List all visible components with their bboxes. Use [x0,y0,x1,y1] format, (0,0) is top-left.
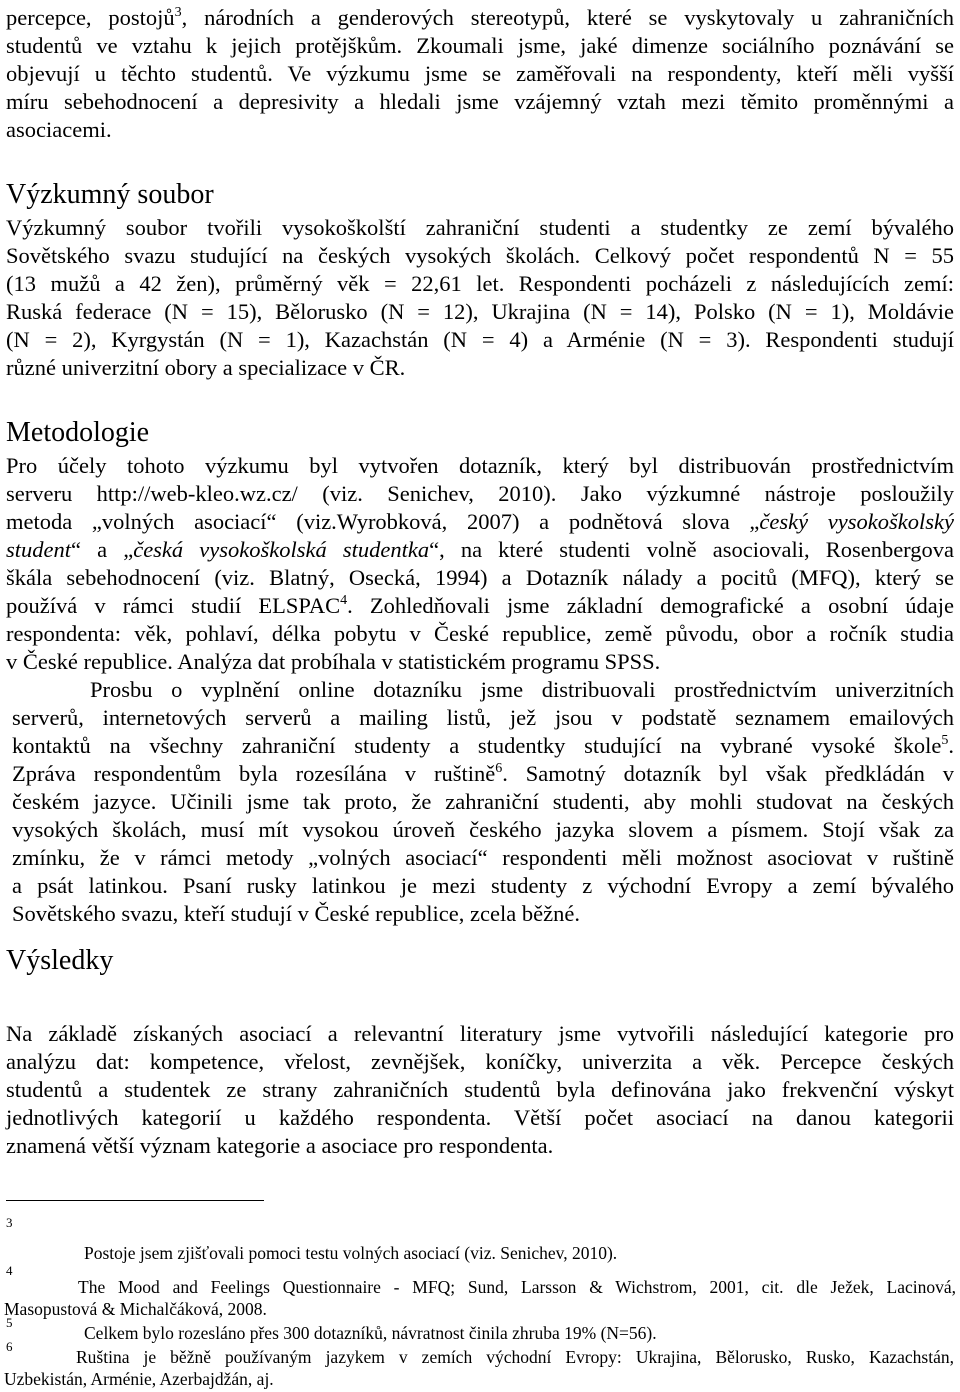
footnote-line [4,1298,954,1320]
body-text: a psát latinkou. Psaní rusky latinkou je mezi studenty z východní Evropy a zemí bývalého [12,873,954,898]
footnote-ref: 4 [340,593,348,608]
body-line [6,116,954,144]
body-text: serverů, internetových serverů a mailing listů, jež jsou v podstatě seznamem emailových [12,705,954,730]
body-line [12,704,954,732]
body-line [12,788,954,816]
body-line [6,60,954,88]
footnote-line [84,1242,954,1264]
body-line [6,270,954,298]
body-text: Na základě získaných asociací a relevantní literatury jsme vytvořili následující kategorie pro [6,1021,954,1046]
body-line [12,872,954,900]
footnote-text: Celkem bylo rozesláno přes 300 dotazníků, návratnost činila zhruba 19% (N=56). [84,1323,657,1343]
footnote-ref: 6 [495,761,503,776]
body-text: škála sebehodnocení (viz. Blatný, Osecká, 1994) a Dotazník nálady a pocitů (MFQ), který se [6,565,954,590]
section-heading: Výsledky [6,945,114,976]
body-line [90,676,954,704]
body-line [6,592,954,620]
section-heading: Výzkumný soubor [6,179,214,210]
body-text: studentů ve vztahu k jejich protějškům. Zkoumali jsme, jaké dimenze sociálního poznávání se [6,33,954,58]
footnote-number: 4 [6,1263,13,1278]
body-text: různé univerzitní obory a specializace v ČR. [6,355,406,380]
body-text: míru sebehodnocení a depresivity a hledali jsme vzájemný vztah mezi těmito proměnnými a [6,89,954,114]
body-text: Pro účely tohoto výzkumu byl vytvořen dotazník, který byl distribuován prostřednictvím [6,453,954,478]
footnote-ref: 5 [941,733,949,748]
footnote-text: The Mood and Feelings Questionnaire - MFQ; Sund, Larsson & Wichstrom, 2001, cit. dle Ježek, Lacinová, [78,1277,956,1297]
footnote-number: 6 [6,1339,13,1354]
body-text: kontaktů na všechny zahraniční studenty a studentky studující na vybrané vysoké škole [12,733,942,758]
body-line [6,242,954,270]
footnote-line [4,1368,954,1390]
body-text: student [6,537,71,562]
body-text: jednotlivých kategorií u každého respondenta. Větší počet asociací na danou kategorii [6,1105,954,1130]
body-line [6,480,954,508]
footnote-number: 3 [6,1215,13,1230]
body-line [6,1048,954,1076]
body-line [6,536,954,564]
body-line [12,844,954,872]
footnote-number: 5 [6,1315,13,1330]
body-line [6,32,954,60]
body-line [6,4,954,32]
body-text: Ruská federace (N = 15), Bělorusko (N = 12), Ukrajina (N = 14), Polsko (N = 1), Moldávie [6,299,954,324]
body-text: . [948,733,954,758]
footnote-text: Masopustová & Michalčáková, 2008. [4,1299,267,1319]
body-line [12,760,954,788]
body-text: studentů a studentek ze strany zahraničních studentů byla definována jako frekvenční výskyt [6,1077,954,1102]
body-text: objevují u těchto studentů. Ve výzkumu jsme se zaměřovali na respondenty, kteří měli vyšší [6,61,954,86]
footnote-text: Ruština je běžně používaným jazykem v zemích východní Evropy: Ukrajina, Bělorusko, Rusko, Kazachstán, [76,1347,954,1367]
body-text: (N = 2), Kyrgystán (N = 1), Kazachstán (N = 4) a Arménie (N = 3). Respondenti studují [6,327,954,352]
body-text: analýzu dat: kompetence, vřelost, zevnějšek, koníčky, univerzita a věk. Percepce českých [6,1049,954,1074]
body-text: Prosbu o vyplnění online dotazníku jsme distribuovali prostřednictvím univerzitních [90,677,954,702]
body-text: respondenta: věk, pohlaví, délka pobytu v České republice, země původu, obor a ročník studia [6,621,954,646]
body-line [12,900,954,928]
body-line [6,88,954,116]
body-line [6,298,954,326]
body-text: Sovětského svazu, kteří studují v České republice, zcela běžné. [12,901,580,926]
body-text: Výzkumný soubor tvořili vysokoškolští zahraniční studenti a studentky ze zemí bývalého [6,215,954,240]
footnote-line [78,1276,956,1298]
section-heading: Metodologie [6,417,150,448]
body-text: český vysokoškolský [759,509,954,534]
body-text: . Zohledňovali jsme základní demografické a osobní údaje [347,593,954,618]
body-line [12,732,954,760]
body-text: v České republice. Analýza dat probíhala v statistickém programu SPSS. [6,649,661,674]
body-text: českém jazyce. Učinili jsme tak proto, že zahraniční studenti, aby mohli studovat na českých [12,789,954,814]
body-text: “, na které studenti volně asociovali, Rosenbergova [429,537,954,562]
body-line [6,452,954,480]
body-line [6,1076,954,1104]
body-line [6,1104,954,1132]
body-line [12,816,954,844]
body-text: znamená větší význam kategorie a asociace pro respondenta. [6,1133,554,1158]
body-text: . Samotný dotazník byl však předkládán v [502,761,955,786]
body-line [6,620,954,648]
body-text: percepce, postojů [6,5,175,30]
body-line [6,326,954,354]
footnote-ref: 3 [174,5,182,20]
body-line [6,214,954,242]
footnote-text: Postoje jsem zjišťovali pomoci testu volných asociací (viz. Senichev, 2010). [84,1243,618,1263]
footnote-text: Uzbekistán, Arménie, Azerbajdžán, aj. [4,1369,274,1389]
body-line [6,508,954,536]
body-text: asociacemi. [6,117,112,142]
body-line [6,564,954,592]
footnote-line [76,1346,954,1368]
body-text: metoda „volných asociací“ (viz.Wyrobková, 2007) a podnětová slova „ [6,509,760,534]
body-line [6,1020,954,1048]
footnote-line [84,1322,954,1344]
body-line [6,354,954,382]
body-line [6,648,954,676]
footnote-separator [6,1200,264,1201]
body-text: (13 mužů a 42 žen), průměrný věk = 22,61 let. Respondenti pocházeli z následujících zemí: [6,271,954,296]
body-text: česká vysokoškolská studentka [133,537,430,562]
body-text: serveru http://web-kleo.wz.cz/ (viz. Senichev, 2010). Jako výzkumné nástroje posloužily [6,481,954,506]
body-text: Zpráva respondentům byla rozesílána v ruštině [12,761,496,786]
body-text: zmínku, že v rámci metody „volných asociací“ respondenti měli možnost asociovat v ruštině [12,845,954,870]
body-text: “ a „ [71,537,134,562]
body-text: , národních a genderových stereotypů, které se vyskytovaly u zahraničních [181,5,955,30]
body-text: vysokých školách, musí mít vysokou úroveň českého jazyka slovem a písmem. Stojí však za [12,817,954,842]
body-line [6,1132,954,1160]
body-text: Sovětského svazu studující na českých vysokých školách. Celkový počet respondentů N = 55 [6,243,954,268]
body-text: používá v rámci studií ELSPAC [6,593,341,618]
